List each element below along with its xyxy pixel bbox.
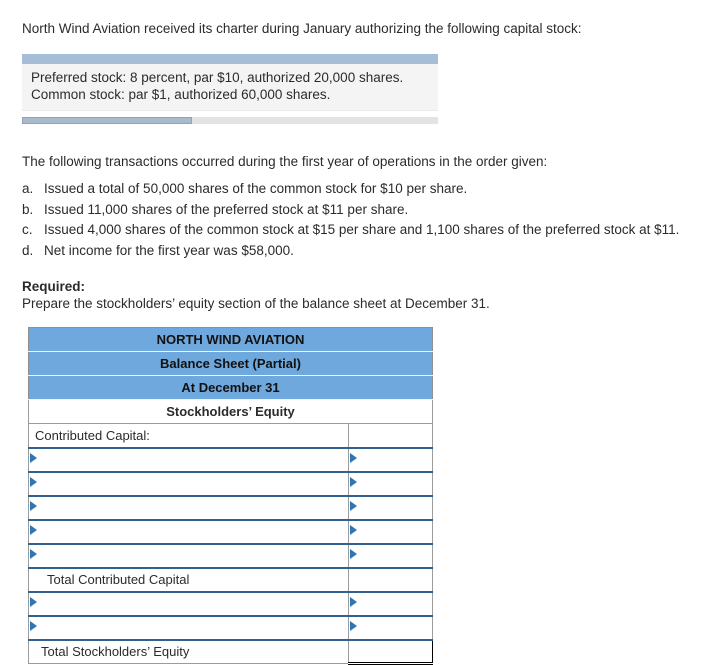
description-input-cell[interactable] xyxy=(29,520,349,544)
balance-sheet-worksheet xyxy=(28,327,433,665)
amount-input-cell[interactable] xyxy=(349,472,433,496)
dropdown-triangle-icon xyxy=(30,477,37,487)
amount-cell[interactable] xyxy=(349,424,433,448)
total-amount-cell[interactable] xyxy=(349,640,433,664)
worksheet-statement-title: Balance Sheet (Partial) xyxy=(29,352,433,376)
transaction-letter: d. xyxy=(22,242,34,258)
required-text: Prepare the stockholders’ equity section of the balance sheet at December 31. xyxy=(22,296,490,311)
horizontal-scrollbar[interactable] xyxy=(22,117,438,124)
transaction-item-c xyxy=(22,220,698,241)
intro-text: North Wind Aviation received its charter during January authorizing the following capital stock: xyxy=(22,21,582,36)
dropdown-triangle-icon xyxy=(350,597,357,607)
input-row-3 xyxy=(29,496,433,520)
description-input-cell[interactable] xyxy=(29,472,349,496)
transaction-letter: c. xyxy=(22,222,33,237)
section-title-stockholders-equity: Stockholders’ Equity xyxy=(29,400,433,424)
transaction-text: Net income for the first year was $58,000. xyxy=(44,242,294,258)
amount-input-cell[interactable] xyxy=(349,520,433,544)
transaction-text: Issued 11,000 shares of the preferred stock at $11 per share. xyxy=(44,201,409,217)
amount-input-cell[interactable] xyxy=(349,592,433,616)
transaction-letter: b. xyxy=(22,201,34,217)
input-row-7 xyxy=(29,616,433,640)
input-row-2 xyxy=(29,472,433,496)
dropdown-triangle-icon xyxy=(30,501,37,511)
description-input-cell[interactable] xyxy=(29,448,349,472)
required-label: Required: xyxy=(22,279,86,294)
input-row-6 xyxy=(29,592,433,616)
amount-input-cell[interactable] xyxy=(349,448,433,472)
dropdown-triangle-icon xyxy=(350,621,357,631)
total-contributed-capital-label: Total Contributed Capital xyxy=(29,568,349,592)
amount-input-cell[interactable] xyxy=(349,544,433,568)
contributed-capital-label: Contributed Capital: xyxy=(29,424,349,448)
amount-cell[interactable] xyxy=(349,568,433,592)
dropdown-triangle-icon xyxy=(30,525,37,535)
input-row-5 xyxy=(29,544,433,568)
dropdown-triangle-icon xyxy=(350,525,357,535)
panel-top-bar xyxy=(22,54,438,64)
dropdown-triangle-icon xyxy=(30,453,37,463)
description-input-cell[interactable] xyxy=(29,616,349,640)
description-input-cell[interactable] xyxy=(29,496,349,520)
contributed-capital-row xyxy=(29,424,433,448)
transaction-item-b xyxy=(22,200,698,221)
description-input-cell[interactable] xyxy=(29,544,349,568)
transaction-item-d xyxy=(22,241,698,262)
stock-info-body xyxy=(22,64,438,111)
dropdown-triangle-icon xyxy=(30,549,37,559)
transaction-text: Issued 4,000 shares of the common stock at $15 per share and 1,100 shares of the preferred stock at $11. xyxy=(44,222,680,237)
dropdown-triangle-icon xyxy=(30,597,37,607)
transactions-list xyxy=(22,179,698,261)
total-contributed-capital-row xyxy=(29,568,433,592)
input-row-4 xyxy=(29,520,433,544)
transactions-intro: The following transactions occurred during the first year of operations in the order given: xyxy=(22,154,548,169)
description-input-cell[interactable] xyxy=(29,592,349,616)
total-stockholders-equity-row xyxy=(29,640,433,664)
dropdown-triangle-icon xyxy=(350,501,357,511)
common-stock-line: Common stock: par $1, authorized 60,000 shares. xyxy=(31,87,331,102)
dropdown-triangle-icon xyxy=(350,477,357,487)
dropdown-triangle-icon xyxy=(350,549,357,559)
transaction-item-a xyxy=(22,179,698,200)
dropdown-triangle-icon xyxy=(350,453,357,463)
amount-input-cell[interactable] xyxy=(349,616,433,640)
total-stockholders-equity-label: Total Stockholders’ Equity xyxy=(29,640,349,664)
amount-input-cell[interactable] xyxy=(349,496,433,520)
scrollbar-thumb[interactable] xyxy=(22,117,192,124)
worksheet-date-title: At December 31 xyxy=(29,376,433,400)
transaction-letter: a. xyxy=(22,181,34,196)
preferred-stock-line: Preferred stock: 8 percent, par $10, authorized 20,000 shares. xyxy=(31,70,404,85)
worksheet-company-title: NORTH WIND AVIATION xyxy=(29,328,433,352)
input-row-1 xyxy=(29,448,433,472)
dropdown-triangle-icon xyxy=(30,621,37,631)
transaction-text: Issued a total of 50,000 shares of the common stock for $10 per share. xyxy=(44,181,468,196)
stock-info-panel xyxy=(22,54,438,124)
